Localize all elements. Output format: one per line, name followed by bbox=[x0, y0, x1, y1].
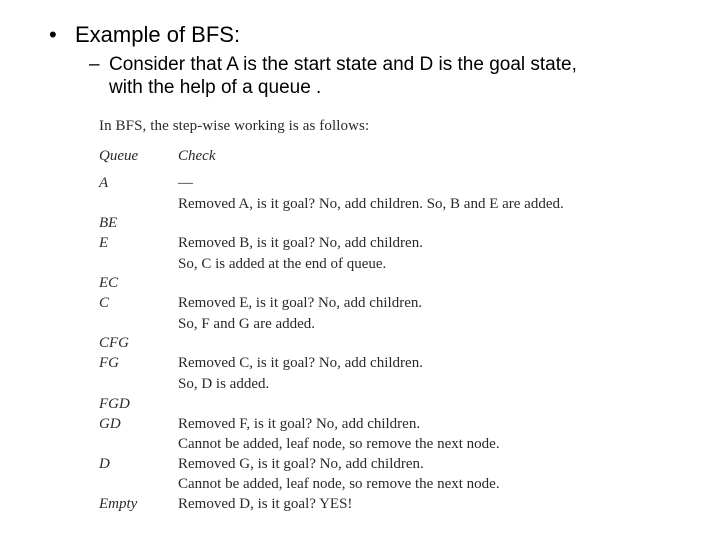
table-row bbox=[0, 496, 720, 516]
queue-cell: GD bbox=[99, 416, 121, 432]
check-cell: So, F and G are added. bbox=[178, 316, 316, 332]
table-header-row bbox=[0, 148, 720, 168]
check-cell: Removed A, is it goal? No, add children. So, B and E are added. bbox=[178, 196, 564, 212]
check-cell: Cannot be added, leaf node, so remove the next node. bbox=[178, 436, 500, 452]
bullet-dot: • bbox=[49, 22, 57, 47]
queue-cell: D bbox=[99, 456, 110, 472]
queue-cell: EC bbox=[99, 275, 119, 291]
check-column-header: Check bbox=[178, 148, 216, 164]
table-row bbox=[0, 335, 720, 355]
queue-cell: A bbox=[99, 175, 109, 191]
table-row bbox=[0, 476, 720, 496]
check-cell: So, C is added at the end of queue. bbox=[178, 256, 387, 272]
table-row bbox=[0, 436, 720, 456]
queue-cell: C bbox=[99, 295, 110, 311]
check-cell: Removed G, is it goal? No, add children. bbox=[178, 456, 424, 472]
check-cell: Removed C, is it goal? No, add children. bbox=[178, 355, 423, 371]
table-row bbox=[0, 235, 720, 255]
table-row bbox=[0, 316, 720, 336]
sub-bullet-line-2: with the help of a queue . bbox=[109, 77, 322, 98]
check-cell: Removed F, is it goal? No, add children. bbox=[178, 416, 421, 432]
check-cell: Removed E, is it goal? No, add children. bbox=[178, 295, 423, 311]
queue-cell: Empty bbox=[99, 496, 138, 512]
queue-cell: FGD bbox=[99, 396, 130, 412]
table-row bbox=[0, 456, 720, 476]
queue-column-header: Queue bbox=[99, 148, 139, 164]
table-row bbox=[0, 256, 720, 276]
table-row bbox=[0, 196, 720, 216]
check-cell: So, D is added. bbox=[178, 376, 270, 392]
queue-cell: BE bbox=[99, 215, 118, 231]
check-cell: Removed D, is it goal? YES! bbox=[178, 496, 353, 512]
queue-cell: CFG bbox=[99, 335, 129, 351]
sub-bullet-dash: – bbox=[89, 54, 100, 75]
table-row bbox=[0, 275, 720, 295]
table-row bbox=[0, 355, 720, 375]
bfs-intro-text: In BFS, the step-wise working is as follows: bbox=[99, 118, 370, 134]
check-cell: — bbox=[178, 175, 193, 191]
table-row bbox=[0, 175, 720, 195]
queue-cell: E bbox=[99, 235, 109, 251]
queue-cell: FG bbox=[99, 355, 119, 371]
check-cell: Cannot be added, leaf node, so remove the next node. bbox=[178, 476, 500, 492]
table-row bbox=[0, 215, 720, 235]
table-row bbox=[0, 396, 720, 416]
table-row bbox=[0, 376, 720, 396]
bullet-heading: Example of BFS: bbox=[75, 22, 241, 47]
sub-bullet-line-1: Consider that A is the start state and D is the goal state, bbox=[109, 54, 577, 75]
check-cell: Removed B, is it goal? No, add children. bbox=[178, 235, 423, 251]
table-row bbox=[0, 295, 720, 315]
table-row bbox=[0, 416, 720, 436]
